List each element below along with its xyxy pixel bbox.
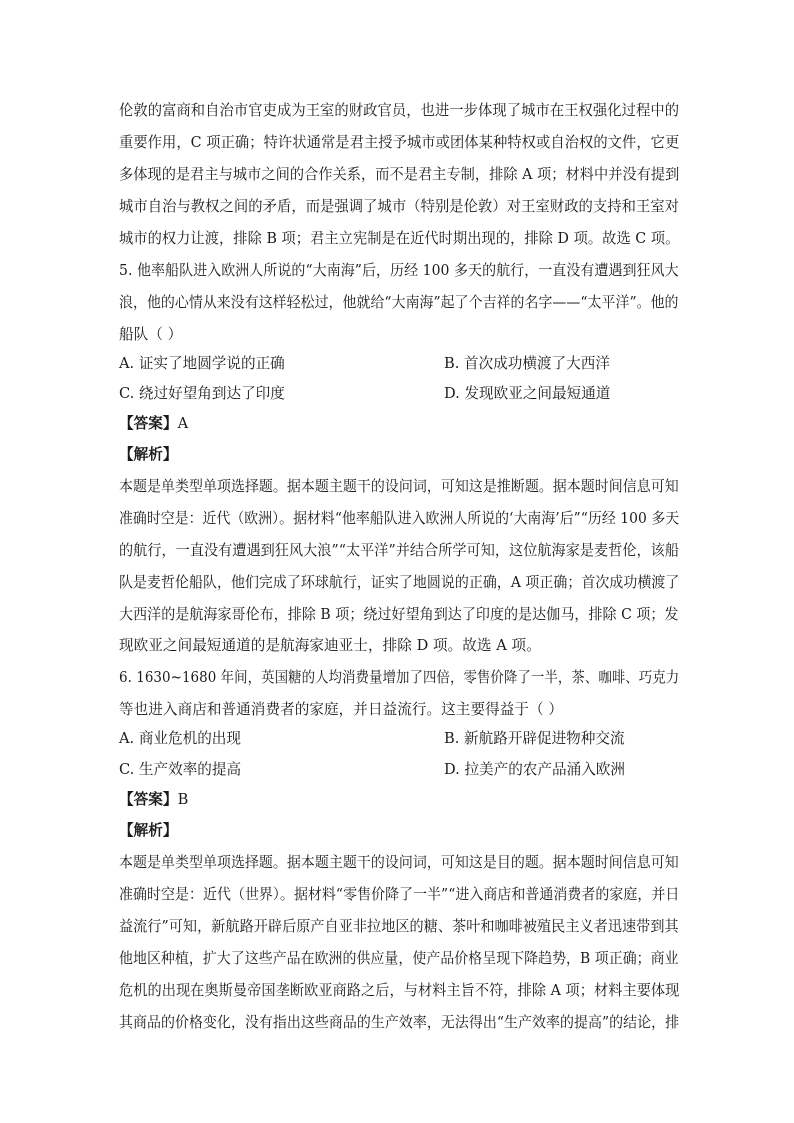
q6-analysis-line: 本题是单类型单项选择题。据本题主题干的设问词，可知这是目的题。据本题时间信息可知 — [119, 854, 679, 871]
q5-analysis-tag — [119, 445, 679, 465]
analysis-line: 多体现的是君主与城市之间的合作关系，而不是君主专制，排除 A 项；材料中并没有提到 — [119, 166, 680, 183]
question-6-stem: 等也进入商店和普通消费者的家庭，并日益流行。这主要得益于（ ） — [119, 701, 564, 718]
analysis-line: 城市自治与教权之间的矛盾，而是强调了城市（特别是伦敦）对王室财政的支持和王室对 — [119, 198, 680, 215]
q5-option-b: B. 首次成功横渡了大西洋 — [444, 355, 610, 372]
q5-analysis-line: 本题是单类型单项选择题。据本题主题干的设问词，可知这是推断题。据本题时间信息可知 — [119, 478, 679, 495]
q6-option-c: C. 生产效率的提高 — [119, 761, 242, 778]
q5-analysis-line: 准确时空是：近代（欧洲）。据材料“他率船队进入欧洲人所说的‘大南海’后”“历经 100 多天 — [119, 510, 680, 527]
question-5-stem: 浪，他的心情从来没有这样轻松过，他就给“大南海”起了个吉祥的名字——“太平洋”。他的 — [119, 294, 679, 311]
analysis-tag: 【解析】 — [119, 446, 178, 463]
answer-value: A — [177, 415, 189, 432]
q6-option-a: A. 商业危机的出现 — [119, 730, 241, 747]
q6-analysis-line: 其商品的价格变化，没有指出这些商品的生产效率，无法得出“生产效率的提高”的结论，排 — [119, 1014, 680, 1031]
q6-analysis-tag — [119, 821, 679, 841]
q5-analysis-line: 队是麦哲伦船队，他们完成了环球航行，证实了地圆说的正确，A 项正确；首次成功横渡了 — [119, 574, 680, 591]
q6-option-b: B. 新航路开辟促进物种交流 — [444, 730, 625, 747]
q5-option-d: D. 发现欧亚之间最短通道 — [444, 385, 611, 402]
q6-analysis-line: 他地区种植，扩大了这些产品在欧洲的供应量，使产品价格呈现下降趋势，B 项正确；商业 — [119, 950, 679, 967]
answer-tag: 【答案】 — [119, 415, 178, 432]
analysis-line: 重要作用，C 项正确；特许状通常是君主授予城市或团体某种特权或自治权的文件，它更 — [119, 134, 680, 151]
question-5-stem: 5. 他率船队进入欧洲人所说的“大南海”后，历经 100 多天的航行，一直没有遭遇到狂风大 — [119, 262, 679, 279]
q6-option-d: D. 拉美产的农产品涌入欧洲 — [444, 761, 625, 778]
q6-analysis-line: 益流行”可知，新航路开辟后原产自亚非拉地区的糖、茶叶和咖啡被殖民主义者迅速带到其 — [119, 918, 679, 935]
q5-answer — [119, 414, 679, 434]
q6-answer — [119, 790, 679, 810]
question-5-stem: 船队（ ） — [119, 326, 183, 343]
q5-analysis-line: 大西洋的是航海家哥伦布，排除 B 项；绕过好望角到达了印度的是达伽马，排除 C 项；发 — [119, 606, 679, 623]
analysis-tag: 【解析】 — [119, 822, 178, 839]
q5-option-a: A. 证实了地圆学说的正确 — [119, 355, 285, 372]
analysis-line: 伦敦的富商和自治市官吏成为王室的财政官员，也进一步体现了城市在王权强化过程中的 — [119, 102, 680, 119]
analysis-line: 城市的权力让渡，排除 B 项；君主立宪制是在近代时期出现的，排除 D 项。故选 C 项。 — [119, 230, 680, 247]
question-6-stem: 6. 1630~1680 年间，英国糖的人均消费量增加了四倍，零售价降了一半，茶、咖啡、巧克力 — [119, 669, 680, 686]
q5-option-c: C. 绕过好望角到达了印度 — [119, 385, 285, 402]
q5-analysis-line: 的航行，一直没有遭遇到狂风大浪”“太平洋”并结合所学可知，这位航海家是麦哲伦，该船 — [119, 542, 680, 559]
q6-analysis-line: 准确时空是：近代（世界）。据材料“零售价降了一半”“进入商店和普通消费者的家庭，并日 — [119, 886, 680, 903]
answer-tag: 【答案】 — [119, 791, 178, 808]
answer-value: B — [177, 791, 189, 808]
q5-analysis-line: 现欧亚之间最短通道的是航海家迪亚士，排除 D 项。故选 A 项。 — [119, 637, 541, 654]
q6-analysis-line: 危机的出现在奥斯曼帝国垄断欧亚商路之后，与材料主旨不符，排除 A 项；材料主要体现 — [119, 982, 680, 999]
